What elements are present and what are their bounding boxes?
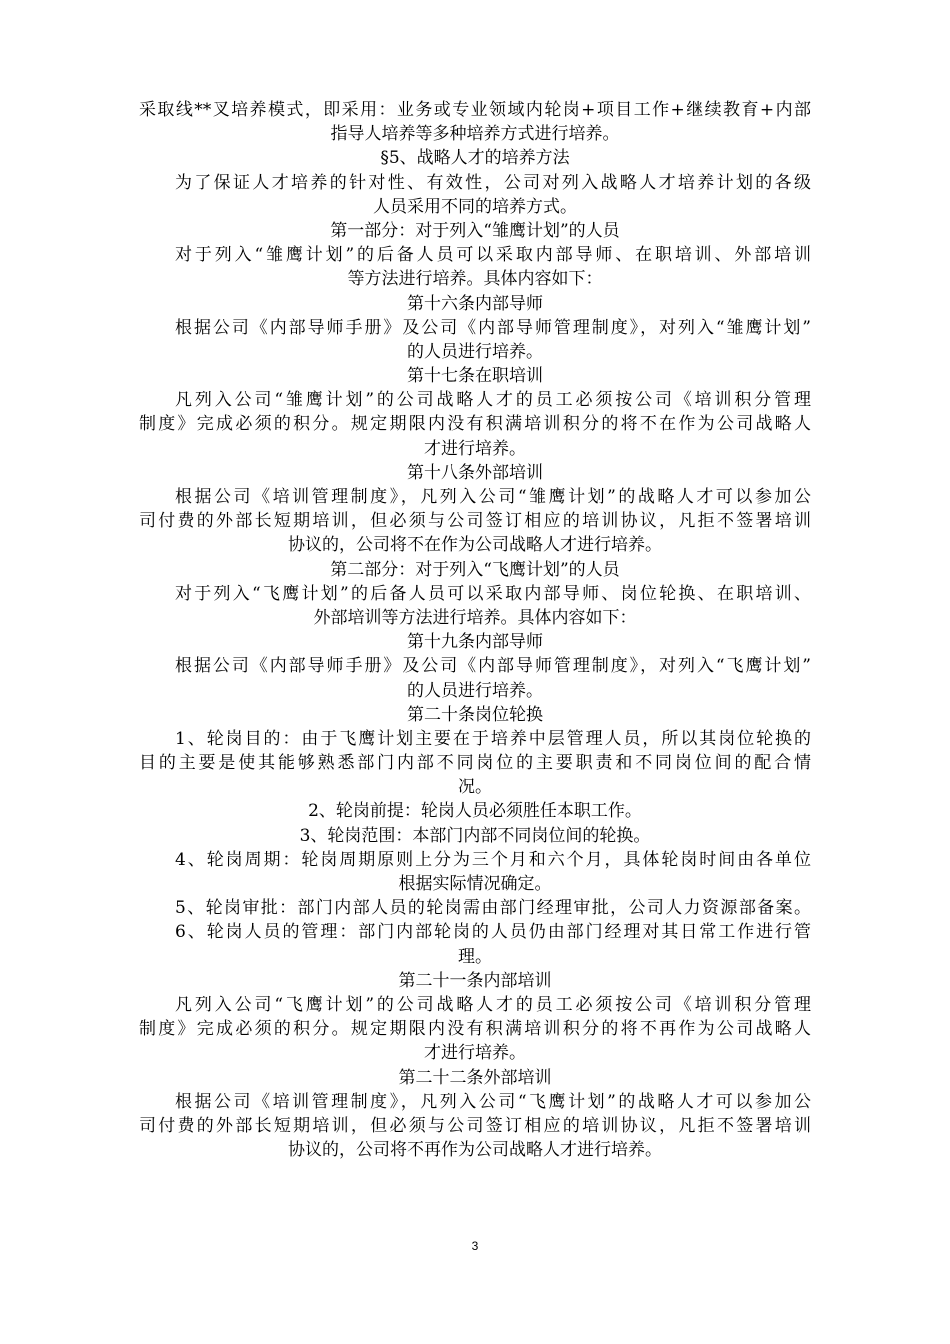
document-line: 的人员进行培养。 bbox=[407, 680, 543, 701]
document-line: 才进行培养。 bbox=[424, 438, 526, 459]
document-line: 对于列入“飞鹰计划”的后备人员可以采取内部导师、岗位轮换、在职培训、 bbox=[175, 583, 811, 604]
document-line: 的人员进行培养。 bbox=[407, 341, 543, 362]
document-line: 5、轮岗审批：部门内部人员的轮岗需由部门经理审批，公司人力资源部备案。 bbox=[175, 898, 811, 919]
document-line: 人员采用不同的培养方式。 bbox=[373, 196, 577, 217]
document-line: 1、轮岗目的：由于飞鹰计划主要在于培养中层管理人员，所以其岗位轮换的 bbox=[175, 728, 811, 749]
document-line: 根据公司《培训管理制度》，凡列入公司“雏鹰计划”的战略人才可以参加公 bbox=[175, 487, 811, 507]
document-line: 根据实际情况确定。 bbox=[398, 874, 552, 894]
document-line: 目的主要是使其能够熟悉部门内部不同岗位的主要职责和不同岗位间的配合情 bbox=[139, 753, 811, 774]
page-number: 3 bbox=[471, 1239, 479, 1253]
document-line: 第十九条内部导师 bbox=[407, 632, 543, 653]
document-line: 根据公司《内部导师手册》及公司《内部导师管理制度》，对列入“飞鹰计划” bbox=[175, 656, 811, 677]
document-line: 外部培训等方法进行培养。具体内容如下： bbox=[313, 607, 637, 628]
document-line: 指导人培养等多种培养方式进行培养。 bbox=[330, 124, 620, 145]
document-body bbox=[139, 98, 811, 1162]
document-line: 根据公司《内部导师手册》及公司《内部导师管理制度》，对列入“雏鹰计划” bbox=[175, 317, 811, 338]
document-line: 采取线**叉培养模式，即采用：业务或专业领域内轮岗+项目工作+继续教育+内部 bbox=[139, 100, 811, 120]
document-line: 协议的，公司将不在作为公司战略人才进行培养。 bbox=[288, 535, 662, 556]
document-line: §5、战略人才的培养方法 bbox=[380, 148, 570, 169]
document-line: 4、轮岗周期：轮岗周期原则上分为三个月和六个月，具体轮岗时间由各单位 bbox=[175, 849, 811, 870]
document-line: 司付费的外部长短期培训，但必须与公司签订相应的培训协议，凡拒不签署培训 bbox=[139, 511, 811, 532]
document-line: 第二部分：对于列入“飞鹰计划”的人员 bbox=[330, 559, 620, 580]
document-line: 对于列入“雏鹰计划”的后备人员可以采取内部导师、在职培训、外部培训 bbox=[175, 245, 811, 266]
document-line: 第二十条岗位轮换 bbox=[407, 704, 543, 725]
document-line: 第一部分：对于列入“雏鹰计划”的人员 bbox=[330, 220, 620, 241]
document-line: 6、轮岗人员的管理：部门内部轮岗的人员仍由部门经理对其日常工作进行管 bbox=[175, 922, 811, 943]
document-line: 第二十一条内部培训 bbox=[398, 970, 552, 991]
document-line: 第十八条外部培训 bbox=[407, 462, 543, 483]
document-line: 第十七条在职培训 bbox=[407, 366, 543, 387]
document-line: 等方法进行培养。具体内容如下： bbox=[347, 269, 603, 290]
document-line: 为了保证人才培养的针对性、有效性，公司对列入战略人才培养计划的各级 bbox=[175, 172, 811, 193]
document-line: 第二十二条外部培训 bbox=[398, 1067, 552, 1088]
document-line: 司付费的外部长短期培训，但必须与公司签订相应的培训协议，凡拒不签署培训 bbox=[139, 1115, 811, 1136]
document-line: 凡列入公司“雏鹰计划”的公司战略人才的员工必须按公司《培训积分管理 bbox=[175, 390, 811, 411]
document-line: 协议的，公司将不再作为公司战略人才进行培养。 bbox=[288, 1140, 662, 1161]
document-line: 根据公司《培训管理制度》，凡列入公司“飞鹰计划”的战略人才可以参加公 bbox=[175, 1091, 811, 1112]
document-line: 才进行培养。 bbox=[424, 1043, 526, 1064]
document-line: 2、轮岗前提：轮岗人员必须胜任本职工作。 bbox=[308, 801, 642, 822]
document-line: 况。 bbox=[458, 777, 492, 798]
document-line: 理。 bbox=[458, 946, 492, 967]
document-line: 3、轮岗范围：本部门内部不同岗位间的轮换。 bbox=[299, 825, 651, 846]
document-line: 制度》完成必须的积分。规定期限内没有积满培训积分的将不再作为公司战略人 bbox=[139, 1019, 811, 1040]
document-line: 凡列入公司“飞鹰计划”的公司战略人才的员工必须按公司《培训积分管理 bbox=[175, 994, 811, 1015]
document-line: 制度》完成必须的积分。规定期限内没有积满培训积分的将不在作为公司战略人 bbox=[139, 414, 811, 435]
document-line: 第十六条内部导师 bbox=[407, 293, 543, 314]
